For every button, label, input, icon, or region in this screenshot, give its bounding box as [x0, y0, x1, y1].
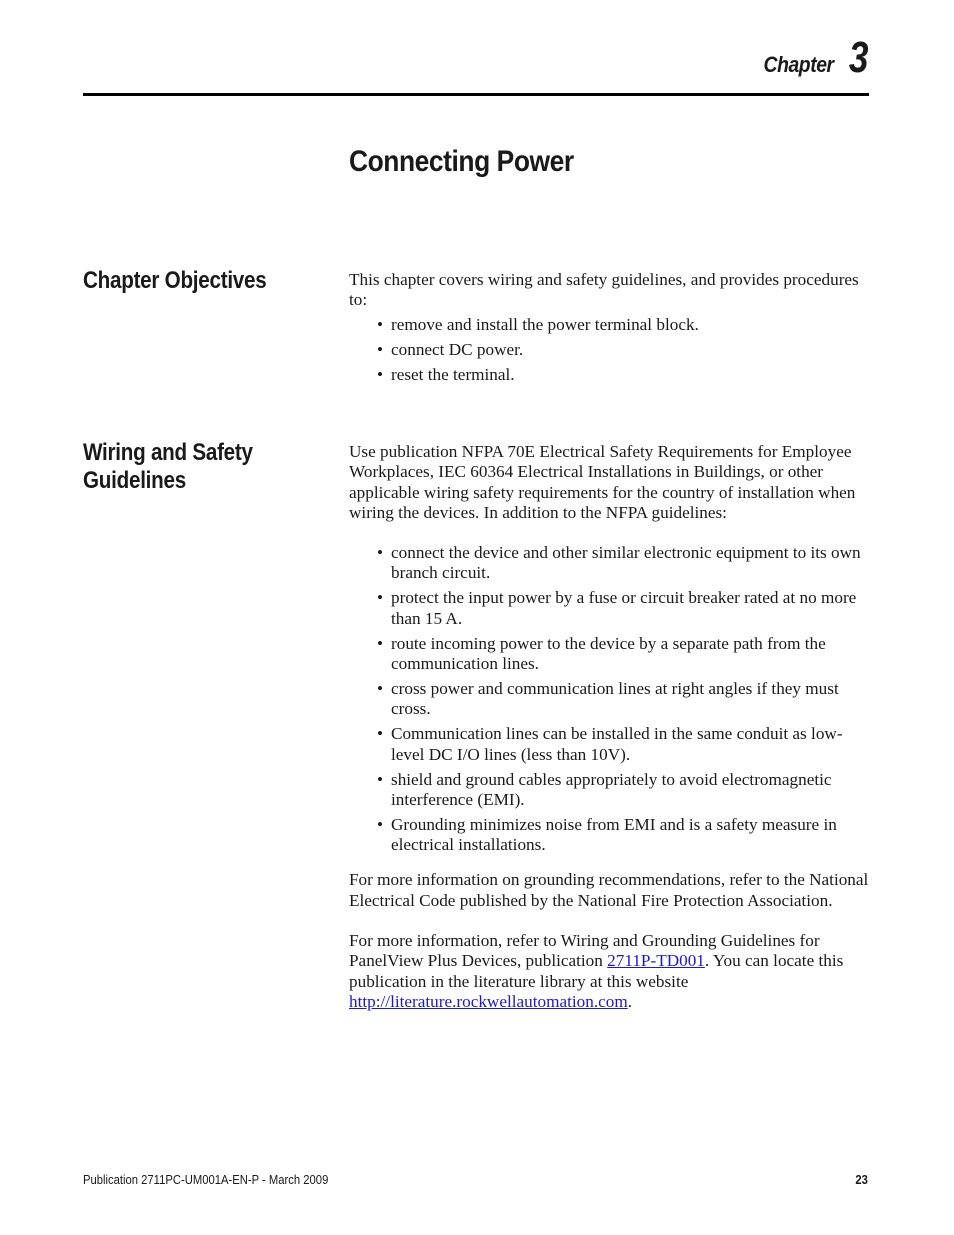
more-info-paragraph: For more information, refer to Wiring and Grounding Guidelines for PanelView Plus Devices, publication 2711P-TD001. You can locate this publication in the literature library at this website http://literature.rockwellautomation.com. [349, 931, 844, 1011]
chapter-number: 3 [848, 33, 868, 82]
page-number: 23 [855, 1173, 868, 1187]
list-item: • Communication lines can be installed in the same conduit as low-level DC I/O lines (less than 10V). [377, 724, 843, 764]
grounding-paragraph: For more information on grounding recommendations, refer to the National Electrical Code published by the National Fire Protection Association. [349, 870, 869, 910]
bullet-icon: • [377, 679, 384, 699]
bullet-icon: • [377, 724, 384, 744]
objectives-intro: This chapter covers wiring and safety guidelines, and provides procedures to: [349, 270, 859, 310]
section-heading-wiring: Wiring and Safety Guidelines [83, 439, 253, 494]
wiring-intro: Use publication NFPA 70E Electrical Safety Requirements for Employee Workplaces, IEC 60364 Electrical Installations in Buildings, or other applicable wiring safety requirements for the country of installation when wiring the devices. In addition to the NFPA guidelines: [349, 442, 856, 522]
bullet-icon: • [377, 315, 384, 335]
bullet-icon: • [377, 814, 384, 834]
list-item: • cross power and communication lines at right angles if they must cross. [377, 679, 839, 719]
bullet-icon: • [377, 769, 384, 789]
header-rule [83, 93, 869, 96]
bullet-icon: • [377, 543, 384, 563]
bullet-icon: • [377, 365, 384, 385]
website-link[interactable]: http://literature.rockwellautomation.com [349, 991, 628, 1011]
list-item: • remove and install the power terminal block. [377, 315, 699, 335]
section-heading-objectives: Chapter Objectives [83, 267, 267, 294]
list-item: • connect DC power. [377, 340, 524, 360]
bullet-icon: • [377, 588, 384, 608]
bullet-icon: • [377, 633, 384, 653]
objectives-body [349, 270, 869, 390]
chapter-label: Chapter [763, 52, 834, 77]
page-title: Connecting Power [349, 145, 574, 178]
list-item: • protect the input power by a fuse or circuit breaker rated at no more than 15 A. [377, 588, 857, 628]
list-item: • route incoming power to the device by a separate path from the communication lines. [377, 633, 826, 674]
list-item: • connect the device and other similar electronic equipment to its own branch circuit. [377, 543, 861, 583]
objectives-list [349, 315, 869, 385]
footer-publication: Publication 2711PC-UM001A-EN-P - March 2009 [83, 1173, 329, 1187]
list-item: • Grounding minimizes noise from EMI and is a safety measure in electrical installations. [377, 814, 837, 855]
wiring-guidelines-list [349, 543, 869, 855]
publication-link[interactable]: 2711P-TD001 [607, 951, 705, 971]
bullet-icon: • [377, 340, 384, 360]
wiring-body [349, 442, 869, 1012]
list-item: • reset the terminal. [377, 365, 515, 385]
list-item: • shield and ground cables appropriately to avoid electromagnetic interference (EMI). [377, 769, 832, 809]
chapter-header [754, 33, 868, 82]
